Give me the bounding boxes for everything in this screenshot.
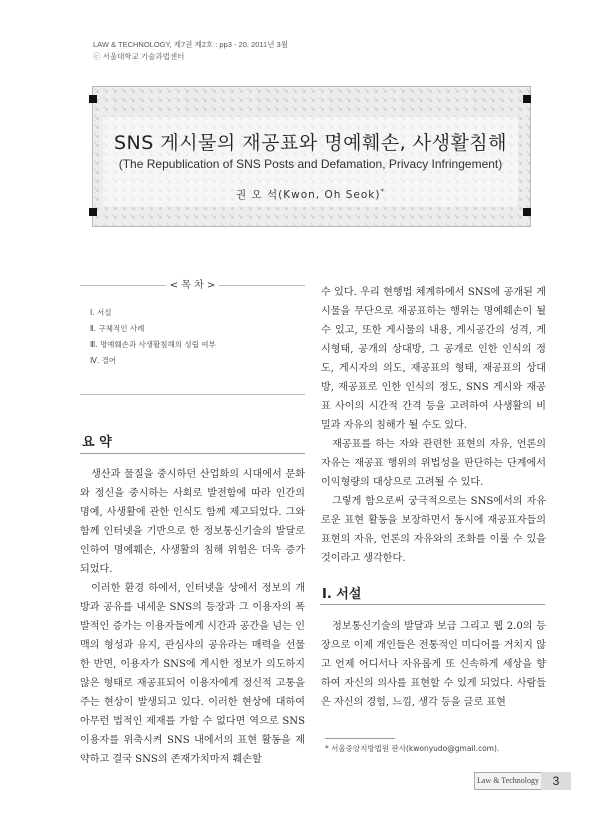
- toc-heading: < 목 차 >: [80, 276, 305, 291]
- author-line: [92, 187, 529, 202]
- author-footnote-mark: *: [380, 187, 385, 196]
- corner-square: [523, 208, 531, 216]
- journal-citation: LAW & TECHNOLOGY, 제7권 제2호 : pp3 - 20. 2011년 3월: [93, 40, 288, 49]
- paper-title-korean: SNS 게시물의 재공표와 명예훼손, 사생활침해: [113, 132, 508, 154]
- author-name: 권 오 석(Kwon, Oh Seok): [236, 189, 381, 201]
- table-of-contents: [80, 280, 305, 395]
- body-paragraph: 그렇게 함으로써 궁극적으로는 SNS에서의 자유로운 표현 활동을 보장하면서 동시에 재공표자들의 표현의 자유, 언론의 자유와의 조화를 이룰 수 있을 것이라고 생각한다.: [321, 496, 546, 564]
- toc-item: Ⅰ. 서설: [90, 308, 112, 317]
- toc-item: Ⅳ. 결어: [90, 356, 117, 365]
- footnote: * 서울중앙지방법원 판사(kwonyudo@gmail.com).: [325, 744, 500, 753]
- section-body: [321, 617, 546, 712]
- abstract-paragraph: 생산과 물질을 중시하던 산업화의 시대에서 문화와 정신을 중시하는 사회로 발전함에 따라 인간의 명예, 사생활에 관한 인식도 함께 제고되었다. 그와 함께 인터넷을 기반으로 한 정보통신기술의 발달로 인하여 명예훼손, 사생활의 침해 위험은 더욱 증가되었다.: [80, 469, 305, 575]
- toc-item: Ⅱ. 구체적인 사례: [90, 324, 145, 333]
- corner-square: [89, 208, 97, 216]
- section-rule: [320, 604, 545, 605]
- footnote-rule: [325, 738, 395, 739]
- abstract-rule: [80, 453, 305, 454]
- footer-journal-name: Law & Technology: [474, 772, 542, 790]
- copyright-line: ⓒ 서울대학교 기술과법센터: [93, 52, 185, 61]
- body-paragraph: 수 있다. 우리 현행법 체계하에서 SNS에 공개된 게시물을 무단으로 재공표하는 행위는 명예훼손이 될 수 있고, 또한 게시물의 내용, 게시공간의 성격, 게시형태, 공개의 상대방, 그 공개로 인한 인식의 정도, 게시자의 의도, 재공표의 형태, 재공표의 상대방, 재공표로 인한 인식의 정도, SNS 게시와 재공표 사이의 시간적 간격 등을 고려하여 사생활의 비밀과 자유의 침해가 될 수도 있다.: [321, 287, 546, 431]
- corner-square: [523, 95, 531, 103]
- body-paragraph: 정보통신기술의 발달과 보급 그리고 웹 2.0의 등장으로 이제 개인들은 전통적인 미디어를 거치지 않고 언제 어디서나 자유롭게 또 신속하게 세상을 향하여 자신의 의사를 표현할 수 있게 되었다. 사람들은 자신의 경험, 느낌, 생각 등을 글로 표현: [321, 621, 546, 708]
- right-column-body: [321, 283, 546, 568]
- abstract-paragraph: 이러한 환경 하에서, 인터넷을 상에서 정보의 개방과 공유를 내세운 SNS의 등장과 그 이용자의 폭발적인 증가는 이용자들에게 시간과 공간을 넘는 인맥의 형성과 유지, 관심사의 공유라는 매력을 선물한 반면, 이용자가 SNS에 게시한 정보가 의도하지 않은 형태로 재공표되어 이용자에게 정신적 고통을 주는 현상이 발생되고 있다. 이러한 현상에 대하여 아무런 법적인 제재를 가할 수 없다면 역으로 SNS 이용자를 위축시켜 SNS 내에서의 표현 활동을 제약하고 결국 SNS의 존재가치마저 훼손할: [80, 583, 305, 765]
- page-number: 3: [541, 772, 571, 790]
- paper-title-english: (The Republication of SNS Posts and Defamation, Privacy Infringement): [118, 157, 503, 171]
- section-heading: Ⅰ. 서설: [322, 587, 362, 602]
- corner-square: [89, 95, 97, 103]
- abstract-heading: 요 약: [82, 435, 112, 450]
- abstract-body: [80, 465, 305, 769]
- toc-item: Ⅲ. 명예훼손과 사생활침해의 성립 여부: [90, 340, 216, 349]
- body-paragraph: 재공표를 하는 자와 관련한 표현의 자유, 언론의 자유는 재공표 행위의 위법성을 판단하는 단계에서 이익형량의 대상으로 고려될 수 있다.: [321, 439, 546, 488]
